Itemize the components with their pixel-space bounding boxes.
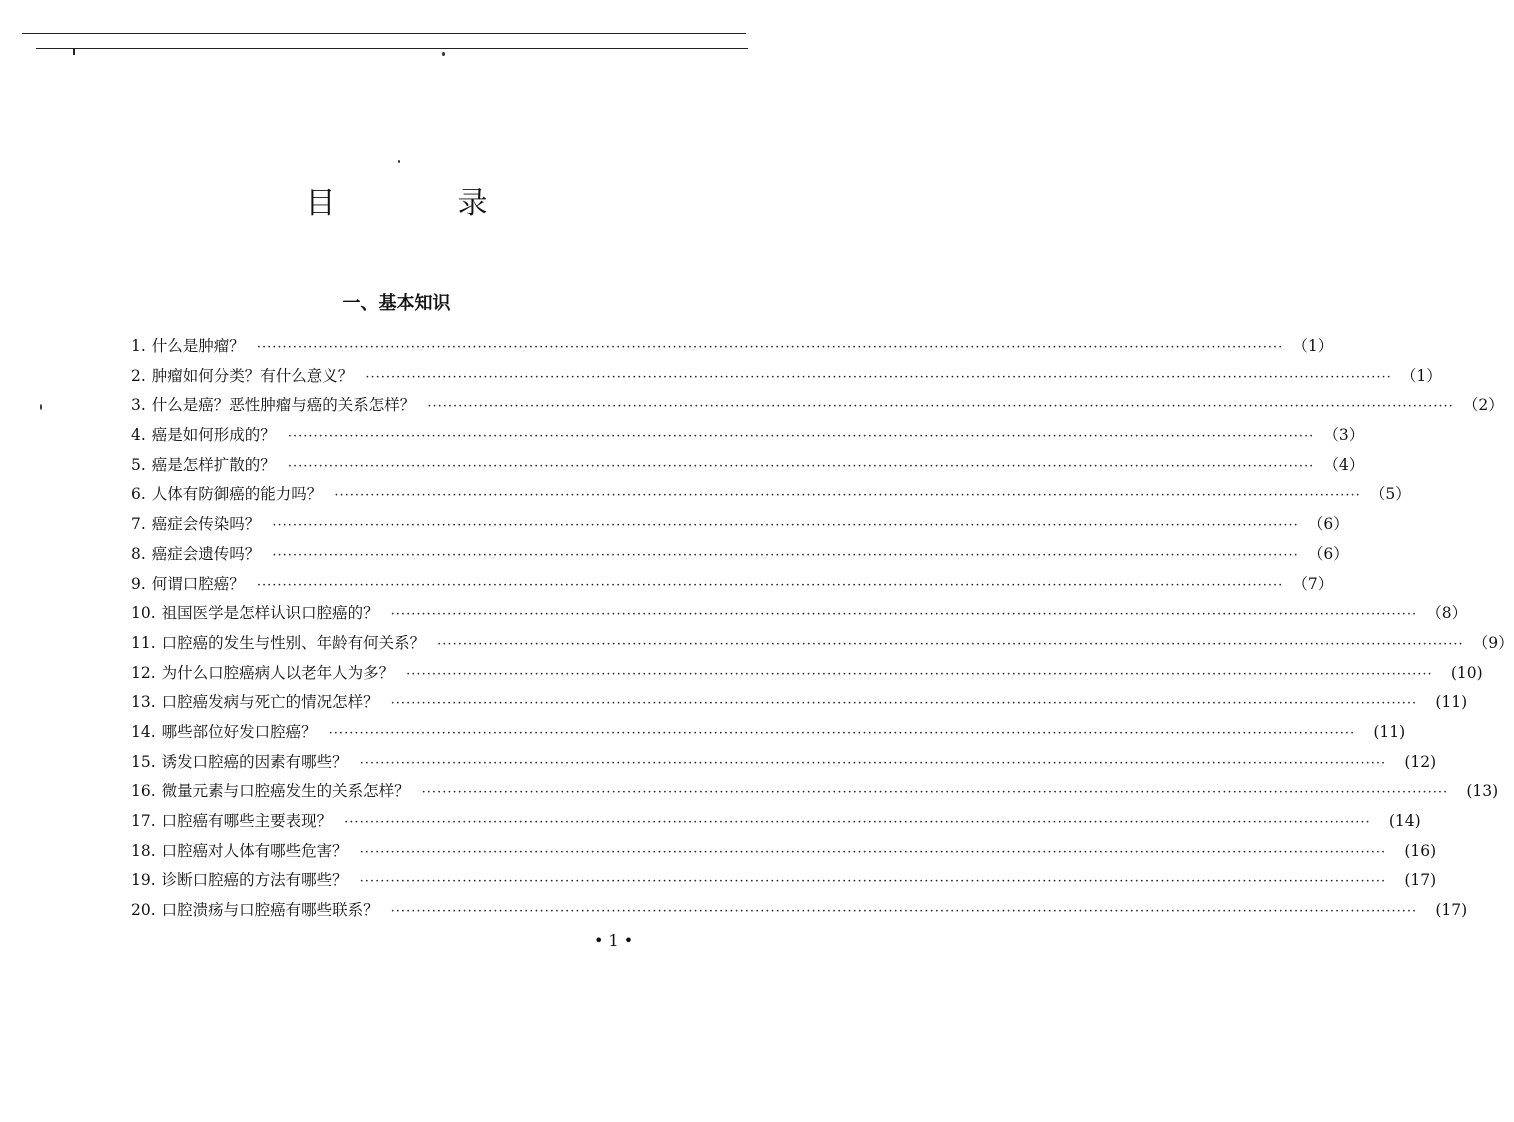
toc-entry[interactable] xyxy=(131,601,1468,631)
page-title: 目 录 xyxy=(305,186,534,221)
toc-entry-page: (16) xyxy=(1404,841,1437,860)
toc-entry-title: 为什么口腔癌病人以老年人为多？ xyxy=(161,663,395,682)
toc-entry[interactable] xyxy=(131,809,1421,839)
toc-entry[interactable] xyxy=(131,631,1514,661)
toc-entry[interactable] xyxy=(131,364,1442,394)
toc-dot-leader: ········································································································································································································ xyxy=(406,666,1433,682)
toc-dot-leader: ········································································································································································································ xyxy=(437,636,1464,652)
toc-entry-title: 癌症会传染吗？ xyxy=(151,515,261,534)
toc-entry-number: 16. xyxy=(131,782,156,801)
scan-speck xyxy=(40,404,42,410)
toc-entry-number: 8. xyxy=(131,544,146,563)
toc-entry-title: 哪些部位好发口腔癌？ xyxy=(161,722,317,741)
toc-entry-page: (11) xyxy=(1373,722,1406,741)
toc-entry-number: 12. xyxy=(131,663,156,682)
toc-dot-leader: ········································································································································································································ xyxy=(287,458,1315,474)
toc-dot-leader: ········································································································································································································ xyxy=(256,340,1284,355)
toc-entry-page: (10) xyxy=(1450,663,1483,682)
toc-entry[interactable] xyxy=(131,453,1365,483)
toc-dot-leader: ········································································································································································································ xyxy=(256,577,1284,593)
toc-entry-title: 人体有防御癌的能力吗？ xyxy=(151,485,323,504)
toc-entry-number: 18. xyxy=(131,841,156,860)
toc-dot-leader: ········································································································································································································ xyxy=(421,785,1449,801)
toc-entry[interactable] xyxy=(131,512,1349,542)
toc-dot-leader: ········································································································································································································ xyxy=(344,815,1371,830)
toc-dot-leader: ········································································································································································································ xyxy=(390,904,1418,920)
toc-entry-page: （1） xyxy=(1400,366,1442,385)
toc-entry-number: 17. xyxy=(131,812,156,830)
toc-entry-page: （8） xyxy=(1426,604,1468,623)
toc-entry[interactable] xyxy=(131,393,1504,423)
toc-entry[interactable] xyxy=(131,898,1468,928)
top-rule xyxy=(22,33,746,34)
toc-dot-leader: ········································································································································································································ xyxy=(390,607,1418,623)
rule-tick xyxy=(73,48,75,55)
toc-entry-title: 口腔溃疡与口腔癌有哪些联系？ xyxy=(161,901,379,920)
toc-dot-leader: ········································································································································································································ xyxy=(272,518,1299,534)
toc-entry-title: 口腔癌对人体有哪些危害？ xyxy=(161,841,348,860)
toc-dot-leader: ········································································································································································································ xyxy=(427,399,1454,415)
page-number: • 1 • xyxy=(594,931,634,950)
toc-entry[interactable] xyxy=(131,750,1437,780)
toc-entry-title: 诱发口腔癌的因素有哪些？ xyxy=(161,752,348,771)
toc-entry-page: （4） xyxy=(1323,455,1365,474)
toc-entry[interactable] xyxy=(131,482,1411,512)
toc-dot-leader: ········································································································································································································ xyxy=(272,547,1299,563)
toc-dot-leader: ········································································································································································································ xyxy=(359,874,1387,890)
toc-entry-number: 15. xyxy=(131,752,156,771)
toc-entry-title: 癌是怎样扩散的？ xyxy=(151,455,276,474)
toc-entry-title: 祖国医学是怎样认识口腔癌的？ xyxy=(161,604,379,623)
toc-entry-number: 14. xyxy=(131,722,156,741)
toc-entry-number: 5. xyxy=(131,455,146,474)
toc-entry-title: 肿瘤如何分类？有什么意义？ xyxy=(151,366,354,385)
toc-dot-leader: ········································································································································································································ xyxy=(287,429,1315,445)
toc-entry-page: （2） xyxy=(1462,396,1504,415)
toc-entry-number: 19. xyxy=(131,871,156,890)
toc-entry-number: 11. xyxy=(131,633,156,652)
toc-entry-number: 10. xyxy=(131,604,156,623)
toc-entry-page: （7） xyxy=(1292,574,1334,593)
toc-entry[interactable] xyxy=(131,779,1499,809)
toc-entry-title: 微量元素与口腔癌发生的关系怎样？ xyxy=(161,782,410,801)
toc-entry-page: (17) xyxy=(1435,901,1468,920)
toc-entry[interactable] xyxy=(131,690,1468,720)
toc-entry-number: 20. xyxy=(131,901,156,920)
toc-entry-number: 13. xyxy=(131,693,156,712)
toc-entry-title: 口腔癌的发生与性别、年龄有何关系？ xyxy=(161,633,426,652)
toc-entry[interactable] xyxy=(131,868,1437,898)
toc-entry[interactable] xyxy=(131,661,1483,691)
toc-entry-page: （3） xyxy=(1323,426,1365,445)
toc-entry-page: (13) xyxy=(1466,782,1499,801)
toc-entry-page: (11) xyxy=(1435,693,1468,712)
toc-entry-title: 口腔癌有哪些主要表现？ xyxy=(161,812,333,830)
toc-entry-title: 口腔癌发病与死亡的情况怎样？ xyxy=(161,693,379,712)
toc-entry-number: 4. xyxy=(131,426,146,445)
toc-entry-title: 癌是如何形成的？ xyxy=(151,426,276,445)
toc-dot-leader: ········································································································································································································ xyxy=(390,696,1418,712)
toc-entry-number: 6. xyxy=(131,485,146,504)
toc-dot-leader: ········································································································································································································ xyxy=(334,488,1361,504)
toc-dot-leader: ········································································································································································································ xyxy=(365,369,1392,385)
table-of-contents xyxy=(131,334,1514,928)
toc-entry-title: 何谓口腔癌？ xyxy=(151,574,245,593)
toc-entry-title: 什么是癌？恶性肿瘤与癌的关系怎样？ xyxy=(151,396,416,415)
toc-entry-page: (12) xyxy=(1404,752,1437,771)
toc-entry-title: 什么是肿瘤？ xyxy=(151,337,245,355)
toc-entry[interactable] xyxy=(131,542,1349,572)
toc-entry-title: 癌症会遗传吗？ xyxy=(151,544,261,563)
toc-entry-number: 1. xyxy=(131,337,146,355)
toc-entry-number: 3. xyxy=(131,396,146,415)
toc-dot-leader: ········································································································································································································ xyxy=(359,844,1387,860)
section-heading: 一、基本知识 xyxy=(342,293,451,314)
toc-entry-number: 2. xyxy=(131,366,146,385)
toc-dot-leader: ········································································································································································································ xyxy=(328,725,1356,741)
toc-entry-number: 9. xyxy=(131,574,146,593)
toc-entry-page: （9） xyxy=(1472,633,1514,652)
toc-entry-page: (14) xyxy=(1388,812,1421,830)
toc-dot-leader: ········································································································································································································ xyxy=(359,755,1387,771)
toc-entry[interactable] xyxy=(131,839,1437,869)
toc-entry[interactable] xyxy=(131,572,1334,602)
toc-entry[interactable] xyxy=(131,720,1406,750)
toc-entry-page: （6） xyxy=(1307,544,1349,563)
toc-entry[interactable] xyxy=(131,334,1334,364)
toc-entry-page: （6） xyxy=(1307,515,1349,534)
toc-entry-page: （1） xyxy=(1292,337,1334,355)
scan-speck xyxy=(398,160,400,163)
toc-entry-page: (17) xyxy=(1404,871,1437,890)
toc-entry-title: 诊断口腔癌的方法有哪些？ xyxy=(161,871,348,890)
toc-entry-page: （5） xyxy=(1369,485,1411,504)
scan-speck xyxy=(442,52,445,56)
toc-entry[interactable] xyxy=(131,423,1365,453)
toc-entry-number: 7. xyxy=(131,515,146,534)
second-rule xyxy=(36,48,748,49)
